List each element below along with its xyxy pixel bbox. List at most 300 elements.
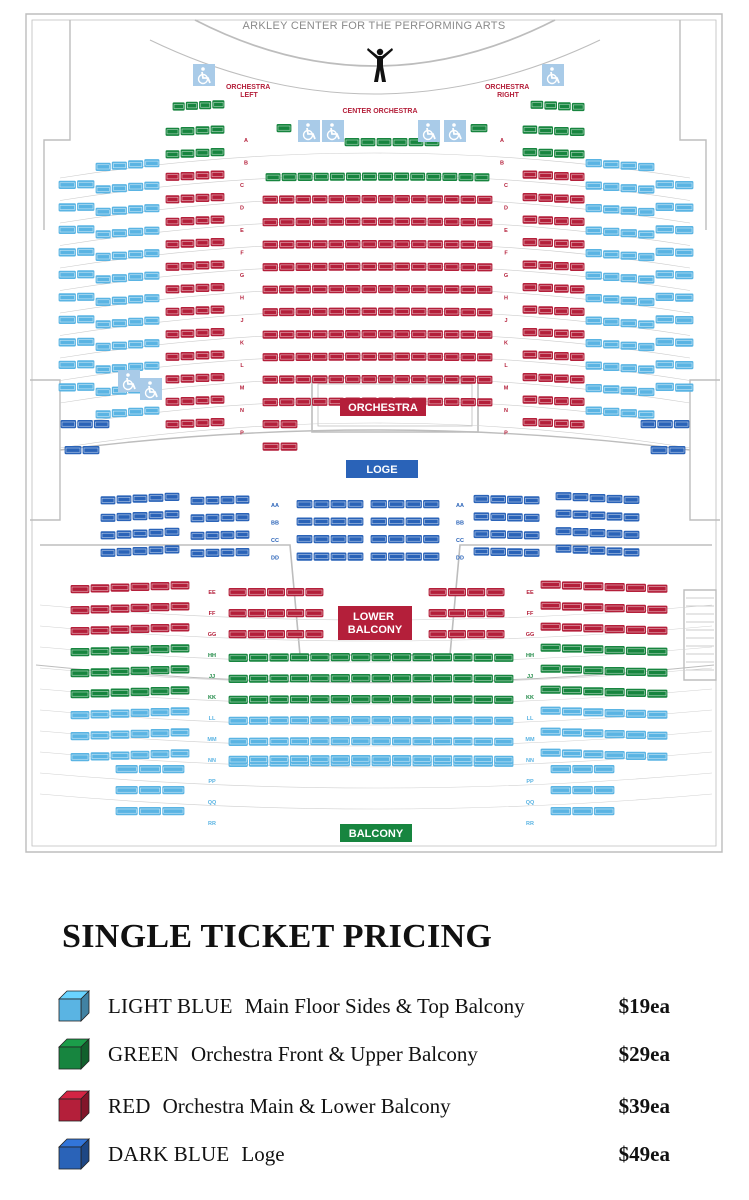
seat[interactable] bbox=[605, 688, 625, 696]
seat[interactable] bbox=[139, 786, 161, 794]
seat[interactable] bbox=[474, 495, 490, 503]
seat[interactable] bbox=[570, 263, 585, 271]
seat[interactable] bbox=[433, 653, 452, 661]
seat[interactable] bbox=[461, 376, 476, 384]
seat[interactable] bbox=[151, 750, 170, 758]
seat[interactable] bbox=[573, 511, 589, 519]
seat[interactable] bbox=[166, 128, 180, 136]
seat[interactable] bbox=[77, 180, 94, 188]
seat[interactable] bbox=[538, 126, 553, 134]
seat[interactable] bbox=[586, 227, 602, 235]
seat[interactable] bbox=[221, 496, 235, 504]
seat[interactable] bbox=[507, 496, 523, 504]
seat[interactable] bbox=[111, 752, 130, 760]
seat[interactable] bbox=[393, 138, 408, 146]
seat[interactable] bbox=[196, 171, 210, 179]
seat[interactable] bbox=[428, 195, 443, 203]
seat[interactable] bbox=[329, 195, 344, 203]
seat[interactable] bbox=[428, 353, 443, 361]
seat[interactable] bbox=[166, 240, 180, 248]
seat[interactable] bbox=[538, 329, 553, 337]
seat[interactable] bbox=[523, 418, 538, 426]
seat[interactable] bbox=[351, 716, 370, 724]
seat[interactable] bbox=[71, 690, 90, 698]
seat[interactable] bbox=[91, 710, 110, 718]
seat[interactable] bbox=[314, 535, 330, 543]
seat[interactable] bbox=[296, 308, 311, 316]
seat[interactable] bbox=[116, 807, 138, 815]
seat[interactable] bbox=[523, 261, 538, 269]
seat[interactable] bbox=[229, 738, 248, 746]
seat[interactable] bbox=[507, 531, 523, 539]
seat[interactable] bbox=[570, 285, 585, 293]
seat[interactable] bbox=[117, 530, 132, 538]
seat[interactable] bbox=[433, 716, 452, 724]
seat[interactable] bbox=[77, 383, 94, 391]
seat[interactable] bbox=[523, 306, 538, 314]
seat[interactable] bbox=[428, 308, 443, 316]
seat[interactable] bbox=[378, 218, 393, 226]
seat[interactable] bbox=[583, 687, 603, 695]
seat[interactable] bbox=[181, 352, 195, 360]
seat[interactable] bbox=[331, 553, 347, 561]
seat[interactable] bbox=[345, 285, 360, 293]
seat[interactable] bbox=[236, 496, 250, 504]
seat[interactable] bbox=[166, 195, 180, 203]
seat[interactable] bbox=[362, 285, 377, 293]
seat[interactable] bbox=[562, 749, 582, 757]
seat[interactable] bbox=[656, 270, 674, 278]
seat[interactable] bbox=[507, 548, 523, 556]
seat[interactable] bbox=[65, 446, 82, 454]
seat[interactable] bbox=[263, 241, 278, 249]
seat[interactable] bbox=[477, 331, 492, 339]
seat[interactable] bbox=[641, 420, 657, 428]
seat[interactable] bbox=[423, 535, 439, 543]
seat[interactable] bbox=[444, 398, 459, 406]
seat[interactable] bbox=[603, 205, 619, 213]
seat[interactable] bbox=[305, 630, 323, 638]
seat[interactable] bbox=[573, 528, 589, 536]
seat[interactable] bbox=[166, 398, 180, 406]
seat[interactable] bbox=[605, 667, 625, 675]
seat[interactable] bbox=[281, 443, 298, 451]
seat[interactable] bbox=[362, 375, 377, 383]
seat[interactable] bbox=[331, 737, 350, 745]
seat[interactable] bbox=[554, 172, 569, 180]
seat[interactable] bbox=[626, 605, 646, 613]
seat[interactable] bbox=[331, 674, 350, 682]
seat[interactable] bbox=[111, 668, 130, 676]
seat[interactable] bbox=[603, 160, 619, 168]
seat[interactable] bbox=[626, 689, 646, 697]
seat[interactable] bbox=[605, 604, 625, 612]
seat[interactable] bbox=[413, 695, 432, 703]
seat[interactable] bbox=[59, 316, 76, 324]
seat[interactable] bbox=[448, 588, 466, 596]
seat[interactable] bbox=[331, 716, 350, 724]
seat[interactable] bbox=[101, 514, 116, 522]
seat[interactable] bbox=[411, 375, 426, 383]
seat[interactable] bbox=[541, 602, 561, 610]
seat[interactable] bbox=[523, 238, 538, 246]
seat[interactable] bbox=[651, 446, 668, 454]
seat[interactable] bbox=[392, 737, 411, 745]
seat[interactable] bbox=[351, 695, 370, 703]
seat[interactable] bbox=[191, 549, 205, 557]
seat[interactable] bbox=[162, 807, 184, 815]
seat[interactable] bbox=[603, 250, 619, 258]
seat[interactable] bbox=[263, 308, 278, 316]
seat[interactable] bbox=[165, 528, 180, 536]
seat[interactable] bbox=[471, 124, 488, 132]
seat[interactable] bbox=[362, 353, 377, 361]
seat[interactable] bbox=[144, 362, 159, 370]
seat[interactable] bbox=[296, 330, 311, 338]
seat[interactable] bbox=[621, 387, 637, 395]
seat[interactable] bbox=[554, 375, 569, 383]
seat[interactable] bbox=[486, 588, 504, 596]
seat[interactable] bbox=[656, 203, 674, 211]
seat[interactable] bbox=[196, 396, 210, 404]
seat[interactable] bbox=[541, 749, 561, 757]
seat[interactable] bbox=[573, 546, 589, 554]
seat[interactable] bbox=[171, 644, 190, 652]
seat[interactable] bbox=[494, 675, 513, 683]
seat[interactable] bbox=[144, 317, 159, 325]
seat[interactable] bbox=[531, 101, 544, 109]
seat[interactable] bbox=[236, 531, 250, 539]
seat[interactable] bbox=[603, 318, 619, 326]
seat[interactable] bbox=[372, 653, 391, 661]
seat[interactable] bbox=[411, 330, 426, 338]
seat[interactable] bbox=[621, 297, 637, 305]
seat[interactable] bbox=[229, 630, 247, 638]
seat[interactable] bbox=[296, 375, 311, 383]
seat[interactable] bbox=[413, 716, 432, 724]
seat[interactable] bbox=[348, 500, 364, 508]
seat[interactable] bbox=[166, 330, 180, 338]
seat[interactable] bbox=[196, 329, 210, 337]
seat[interactable] bbox=[477, 218, 492, 226]
seat[interactable] bbox=[433, 755, 452, 763]
seat[interactable] bbox=[461, 286, 476, 294]
seat[interactable] bbox=[411, 218, 426, 226]
seat[interactable] bbox=[372, 737, 391, 745]
seat[interactable] bbox=[638, 253, 654, 261]
seat[interactable] bbox=[249, 696, 268, 704]
seat[interactable] bbox=[151, 729, 170, 737]
seat[interactable] bbox=[573, 493, 589, 501]
seat[interactable] bbox=[395, 375, 410, 383]
seat[interactable] bbox=[453, 653, 472, 661]
seat[interactable] bbox=[562, 581, 582, 589]
seat[interactable] bbox=[467, 588, 485, 596]
seat[interactable] bbox=[162, 786, 184, 794]
seat[interactable] bbox=[486, 609, 504, 617]
seat[interactable] bbox=[361, 138, 376, 146]
seat[interactable] bbox=[523, 216, 538, 224]
seat[interactable] bbox=[378, 375, 393, 383]
seat[interactable] bbox=[538, 284, 553, 292]
seat[interactable] bbox=[128, 205, 143, 213]
seat[interactable] bbox=[570, 398, 585, 406]
seat[interactable] bbox=[406, 535, 422, 543]
seat[interactable] bbox=[270, 755, 289, 763]
seat[interactable] bbox=[144, 272, 159, 280]
seat[interactable] bbox=[345, 240, 360, 248]
seat[interactable] bbox=[624, 513, 640, 521]
seat[interactable] bbox=[329, 308, 344, 316]
seat[interactable] bbox=[603, 408, 619, 416]
seat[interactable] bbox=[638, 365, 654, 373]
seat[interactable] bbox=[554, 352, 569, 360]
seat[interactable] bbox=[551, 786, 572, 794]
seat[interactable] bbox=[296, 240, 311, 248]
seat[interactable] bbox=[413, 755, 432, 763]
seat[interactable] bbox=[196, 419, 210, 427]
seat[interactable] bbox=[433, 695, 452, 703]
seat[interactable] bbox=[131, 646, 150, 654]
seat[interactable] bbox=[329, 353, 344, 361]
seat[interactable] bbox=[186, 102, 198, 110]
seat[interactable] bbox=[586, 384, 602, 392]
seat[interactable] bbox=[96, 275, 111, 283]
seat[interactable] bbox=[461, 331, 476, 339]
seat[interactable] bbox=[310, 716, 329, 724]
seat[interactable] bbox=[312, 353, 327, 361]
seat[interactable] bbox=[59, 338, 76, 346]
seat[interactable] bbox=[570, 173, 585, 181]
seat[interactable] bbox=[151, 687, 170, 695]
seat[interactable] bbox=[423, 518, 439, 526]
seat[interactable] bbox=[675, 384, 693, 392]
seat[interactable] bbox=[290, 653, 309, 661]
seat[interactable] bbox=[296, 285, 311, 293]
seat[interactable] bbox=[91, 584, 110, 592]
seat[interactable] bbox=[71, 648, 90, 656]
seat[interactable] bbox=[523, 351, 538, 359]
seat[interactable] bbox=[461, 398, 476, 406]
seat[interactable] bbox=[144, 249, 159, 257]
seat[interactable] bbox=[362, 218, 377, 226]
seat[interactable] bbox=[267, 609, 285, 617]
seat[interactable] bbox=[362, 240, 377, 248]
seat[interactable] bbox=[345, 195, 360, 203]
seat[interactable] bbox=[638, 163, 654, 171]
seat[interactable] bbox=[556, 492, 572, 500]
seat[interactable] bbox=[392, 653, 411, 661]
seat[interactable] bbox=[144, 407, 159, 415]
seat[interactable] bbox=[603, 340, 619, 348]
seat[interactable] bbox=[91, 752, 110, 760]
seat[interactable] bbox=[191, 532, 205, 540]
seat[interactable] bbox=[270, 653, 289, 661]
seat[interactable] bbox=[329, 218, 344, 226]
seat[interactable] bbox=[112, 297, 127, 305]
seat[interactable] bbox=[362, 173, 377, 181]
seat[interactable] bbox=[444, 195, 459, 203]
seat[interactable] bbox=[112, 409, 127, 417]
seat[interactable] bbox=[166, 308, 180, 316]
seat[interactable] bbox=[554, 217, 569, 225]
seat[interactable] bbox=[395, 240, 410, 248]
seat[interactable] bbox=[448, 609, 466, 617]
seat[interactable] bbox=[310, 755, 329, 763]
seat[interactable] bbox=[607, 547, 623, 555]
seat[interactable] bbox=[296, 263, 311, 271]
seat[interactable] bbox=[59, 203, 76, 211]
seat[interactable] bbox=[647, 648, 667, 656]
seat[interactable] bbox=[523, 328, 538, 336]
seat[interactable] bbox=[541, 686, 561, 694]
seat[interactable] bbox=[59, 293, 76, 301]
seat[interactable] bbox=[647, 690, 667, 698]
seat[interactable] bbox=[490, 530, 506, 538]
seat[interactable] bbox=[312, 308, 327, 316]
seat[interactable] bbox=[656, 338, 674, 346]
seat[interactable] bbox=[181, 195, 195, 203]
seat[interactable] bbox=[675, 271, 693, 279]
seat[interactable] bbox=[428, 330, 443, 338]
seat[interactable] bbox=[181, 375, 195, 383]
seat[interactable] bbox=[211, 283, 225, 291]
seat[interactable] bbox=[101, 549, 116, 557]
seat[interactable] bbox=[562, 602, 582, 610]
seat[interactable] bbox=[181, 330, 195, 338]
seat[interactable] bbox=[249, 717, 268, 725]
seat[interactable] bbox=[647, 585, 667, 593]
seat[interactable] bbox=[675, 249, 693, 257]
seat[interactable] bbox=[279, 263, 294, 271]
seat[interactable] bbox=[378, 308, 393, 316]
seat[interactable] bbox=[77, 203, 94, 211]
seat[interactable] bbox=[171, 707, 190, 715]
seat[interactable] bbox=[144, 339, 159, 347]
seat[interactable] bbox=[91, 668, 110, 676]
seat[interactable] bbox=[647, 669, 667, 677]
seat[interactable] bbox=[426, 173, 441, 181]
seat[interactable] bbox=[133, 530, 148, 538]
seat[interactable] bbox=[181, 240, 195, 248]
seat[interactable] bbox=[151, 603, 170, 611]
seat[interactable] bbox=[428, 218, 443, 226]
seat[interactable] bbox=[372, 755, 391, 763]
seat[interactable] bbox=[556, 510, 572, 518]
seat[interactable] bbox=[279, 195, 294, 203]
seat[interactable] bbox=[221, 548, 235, 556]
seat[interactable] bbox=[377, 138, 392, 146]
seat[interactable] bbox=[196, 351, 210, 359]
seat[interactable] bbox=[298, 173, 313, 181]
seat[interactable] bbox=[91, 689, 110, 697]
seat[interactable] bbox=[371, 518, 387, 526]
seat[interactable] bbox=[461, 218, 476, 226]
seat[interactable] bbox=[206, 514, 220, 522]
seat[interactable] bbox=[362, 263, 377, 271]
seat[interactable] bbox=[144, 182, 159, 190]
seat[interactable] bbox=[111, 626, 130, 634]
seat[interactable] bbox=[394, 173, 409, 181]
seat[interactable] bbox=[378, 330, 393, 338]
seat[interactable] bbox=[675, 361, 693, 369]
seat[interactable] bbox=[541, 728, 561, 736]
seat[interactable] bbox=[96, 320, 111, 328]
seat[interactable] bbox=[297, 535, 313, 543]
seat[interactable] bbox=[128, 363, 143, 371]
seat[interactable] bbox=[345, 218, 360, 226]
seat[interactable] bbox=[305, 588, 323, 596]
seat[interactable] bbox=[388, 518, 404, 526]
seat[interactable] bbox=[96, 365, 111, 373]
seat[interactable] bbox=[371, 553, 387, 561]
seat[interactable] bbox=[607, 495, 623, 503]
seat[interactable] bbox=[442, 173, 457, 181]
seat[interactable] bbox=[111, 647, 130, 655]
seat[interactable] bbox=[131, 730, 150, 738]
seat[interactable] bbox=[605, 709, 625, 717]
seat[interactable] bbox=[541, 581, 561, 589]
seat[interactable] bbox=[423, 500, 439, 508]
seat[interactable] bbox=[279, 353, 294, 361]
seat[interactable] bbox=[474, 512, 490, 520]
seat[interactable] bbox=[621, 409, 637, 417]
seat[interactable] bbox=[562, 644, 582, 652]
seat[interactable] bbox=[538, 261, 553, 269]
seat[interactable] bbox=[61, 420, 77, 428]
seat[interactable] bbox=[477, 196, 492, 204]
seat[interactable] bbox=[570, 330, 585, 338]
seat[interactable] bbox=[554, 397, 569, 405]
seat[interactable] bbox=[429, 630, 447, 638]
seat[interactable] bbox=[279, 218, 294, 226]
seat[interactable] bbox=[211, 238, 225, 246]
seat[interactable] bbox=[71, 627, 90, 635]
seat[interactable] bbox=[71, 669, 90, 677]
seat[interactable] bbox=[96, 343, 111, 351]
seat[interactable] bbox=[638, 230, 654, 238]
seat[interactable] bbox=[329, 375, 344, 383]
seat[interactable] bbox=[523, 396, 538, 404]
seat[interactable] bbox=[351, 737, 370, 745]
seat[interactable] bbox=[538, 306, 553, 314]
seat[interactable] bbox=[429, 609, 447, 617]
seat[interactable] bbox=[116, 765, 138, 773]
seat[interactable] bbox=[675, 204, 693, 212]
seat[interactable] bbox=[494, 738, 513, 746]
seat[interactable] bbox=[166, 420, 180, 428]
seat[interactable] bbox=[229, 654, 248, 662]
seat[interactable] bbox=[296, 218, 311, 226]
seat[interactable] bbox=[151, 708, 170, 716]
seat[interactable] bbox=[297, 553, 313, 561]
seat[interactable] bbox=[570, 150, 585, 158]
seat[interactable] bbox=[211, 328, 225, 336]
seat[interactable] bbox=[656, 293, 674, 301]
seat[interactable] bbox=[594, 765, 615, 773]
seat[interactable] bbox=[562, 686, 582, 694]
seat[interactable] bbox=[290, 674, 309, 682]
seat[interactable] bbox=[541, 665, 561, 673]
seat[interactable] bbox=[59, 361, 76, 369]
seat[interactable] bbox=[263, 196, 278, 204]
seat[interactable] bbox=[211, 261, 225, 269]
seat[interactable] bbox=[181, 172, 195, 180]
seat[interactable] bbox=[675, 181, 693, 189]
seat[interactable] bbox=[621, 207, 637, 215]
seat[interactable] bbox=[433, 674, 452, 682]
seat[interactable] bbox=[171, 581, 190, 589]
